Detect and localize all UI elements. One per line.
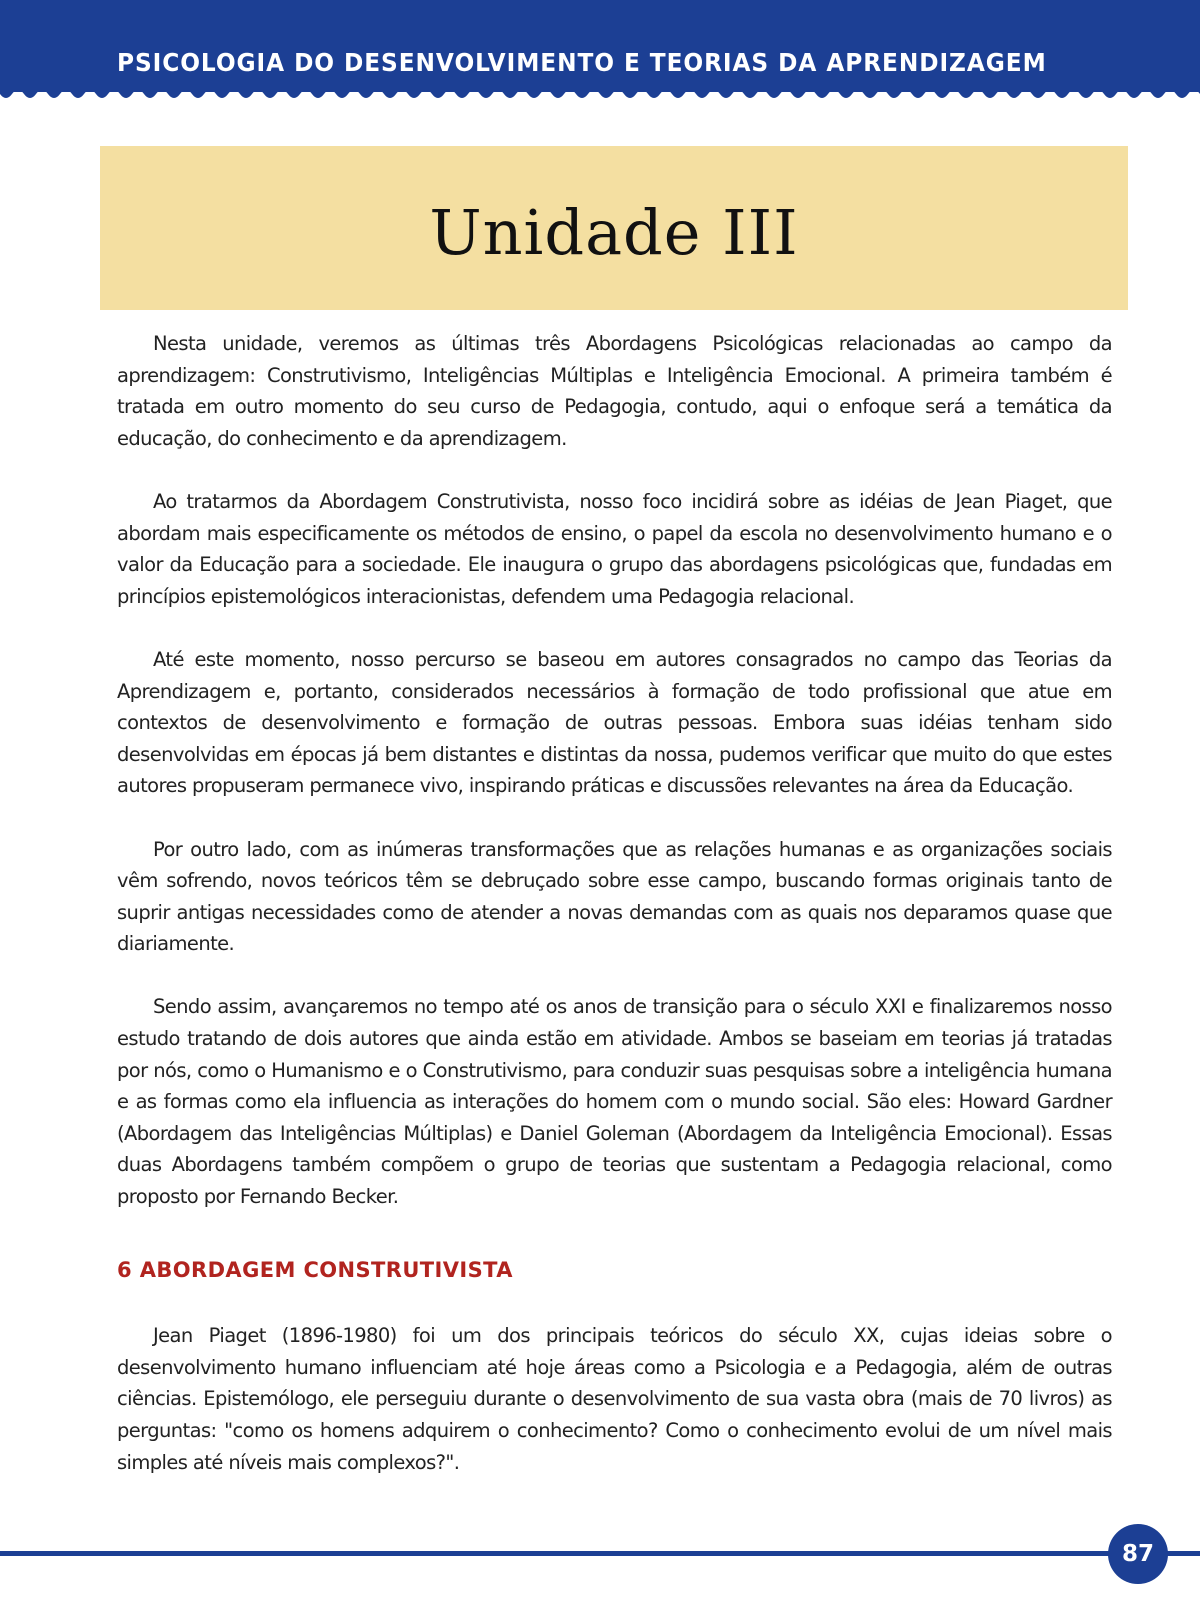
footer-rule: [0, 1551, 1200, 1556]
unit-title-box: [100, 146, 1128, 310]
header-wave-border: [0, 84, 1200, 106]
paragraph: Por outro lado, com as inúmeras transformações que as relações humanas e as organizações sociais vêm sofrendo, novos teóricos têm se debruçado sobre esse campo, buscando formas originais tanto de suprir antigas necessidades como de atender a novas demandas com as quais nos deparamos quase que diariamente.: [117, 837, 1112, 956]
paragraph: Até este momento, nosso percurso se baseou em autores consagrados no campo das Teorias da Aprendizagem e, portanto, considerados necessários à formação de todo profissional que atue em contextos de desenvolvimento e formação de outras pessoas. Embora suas idéias tenham sido desenvolvidas em épocas já bem distantes e distintas da nossa, pudemos verificar que muito do que estes autores propuseram permanece vivo, inspirando práticas e discussões relevantes na área da Educação.: [117, 647, 1112, 798]
paragraph: Jean Piaget (1896-1980) foi um dos principais teóricos do século XX, cujas ideias sobre o desenvolvimento humano influenciam até hoje áreas como a Psicologia e a Pedagogia, além de outras ciências. Epistemólogo, ele perseguiu durante o desenvolvimento de sua vasta obra (mais de 70 livros) as perguntas: "como os homens adquirem o conhecimento? Como o conhecimento evolui de um nível mais simples até níveis mais complexos?".: [117, 1324, 1112, 1474]
section-heading: 6 ABORDAGEM CONSTRUTIVISTA: [117, 1257, 513, 1282]
page-number-badge: 87: [1108, 1524, 1168, 1584]
header-band: [0, 0, 1200, 92]
paragraph: Sendo assim, avançaremos no tempo até os anos de transição para o século XXI e finalizaremos nosso estudo tratando de dois autores que ainda estão em atividade. Ambos se baseiam em teorias já tratadas por nós, como o Humanismo e o Construtivismo, para conduzir suas pesquisas sobre a inteligência humana e as formas como ela influencia as interações do homem com o mundo social. São eles: Howard Gardner (Abordagem das Inteligências Múltiplas) e Daniel Goleman (Abordagem da Inteligência Emocional). Essas duas Abordagens também compõem o grupo de teorias que sustentam a Pedagogia relacional, como proposto por Fernando Becker.: [117, 995, 1112, 1209]
unit-title: Unidade III: [429, 195, 799, 269]
book-title: PSICOLOGIA DO DESENVOLVIMENTO E TEORIAS DA APRENDIZAGEM: [117, 48, 1047, 77]
main-content: [117, 328, 1112, 1510]
paragraph: Ao tratarmos da Abordagem Construtivista, nosso foco incidirá sobre as idéias de Jean Piaget, que abordam mais especificamente os métodos de ensino, o papel da escola no desenvolvimento humano e o valor da Educação para a sociedade. Ele inaugura o grupo das abordagens psicológicas que, fundadas em princípios epistemológicos interacionistas, defendem uma Pedagogia relacional.: [117, 489, 1112, 608]
paragraph: Nesta unidade, veremos as últimas três Abordagens Psicológicas relacionadas ao campo da aprendizagem: Construtivismo, Inteligências Múltiplas e Inteligência Emocional. A primeira também é tratada em outro momento do seu curso de Pedagogia, contudo, aqui o enfoque será a temática da educação, do conhecimento e da aprendizagem.: [117, 332, 1112, 450]
